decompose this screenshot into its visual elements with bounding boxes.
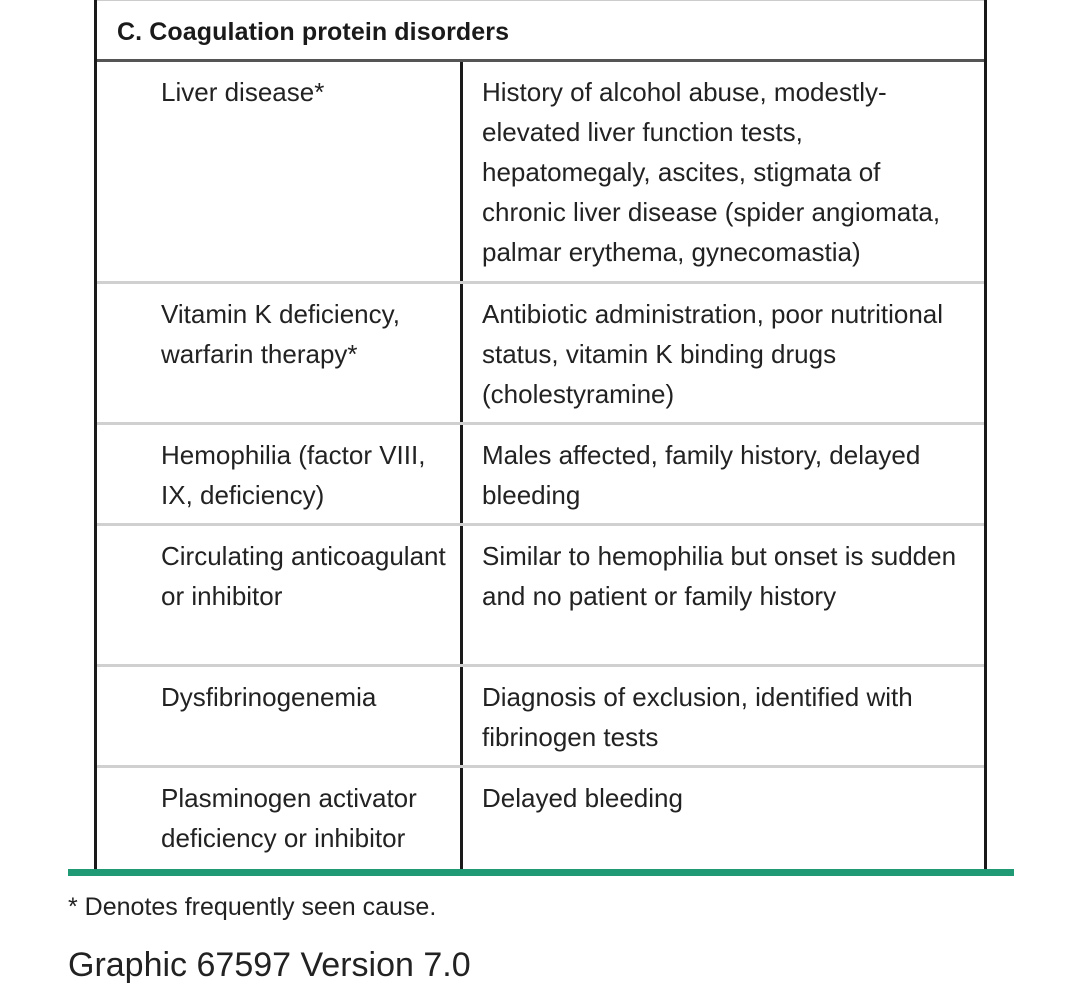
table-row: [97, 667, 984, 768]
clinical-clues-cell: Delayed bleeding: [482, 783, 683, 813]
clinical-clues-cell: Similar to hemophilia but onset is sudden and no patient or family history: [482, 541, 957, 611]
disorder-cell: Liver disease*: [97, 62, 463, 281]
disorder-cell: Plasminogen activator deficiency or inhibitor: [97, 768, 463, 869]
clinical-clues-cell: History of alcohol abuse, modestly-elevated liver function tests, hepatomegaly, ascites, stigmata of chronic liver disease (spider angiomata, palmar erythema, gynecomastia): [482, 77, 941, 267]
table-row: [97, 526, 984, 667]
disorder-cell: Hemophilia (factor VIII, IX, deficiency): [97, 425, 463, 523]
graphic-version-label: Graphic 67597 Version 7.0: [68, 946, 471, 984]
table-row: [97, 284, 984, 425]
table-row: [97, 62, 984, 284]
table-bottom-rule: [68, 869, 1014, 876]
clinical-clues-cell: Diagnosis of exclusion, identified with fibrinogen tests: [482, 682, 913, 752]
table-row: [97, 768, 984, 869]
section-header: C. Coagulation protein disorders: [97, 0, 984, 62]
clinical-clues-cell: Males affected, family history, delayed bleeding: [482, 440, 921, 510]
disorder-cell: Circulating anticoagulant or inhibitor: [97, 526, 463, 664]
disorder-cell: Vitamin K deficiency, warfarin therapy*: [97, 284, 463, 422]
disorder-cell: Dysfibrinogenemia: [97, 667, 463, 765]
table-row: [97, 425, 984, 526]
clinical-clues-cell: Antibiotic administration, poor nutritional status, vitamin K binding drugs (cholestyramine): [482, 299, 944, 409]
disorders-table: [94, 0, 987, 869]
footnote: * Denotes frequently seen cause.: [68, 893, 437, 921]
